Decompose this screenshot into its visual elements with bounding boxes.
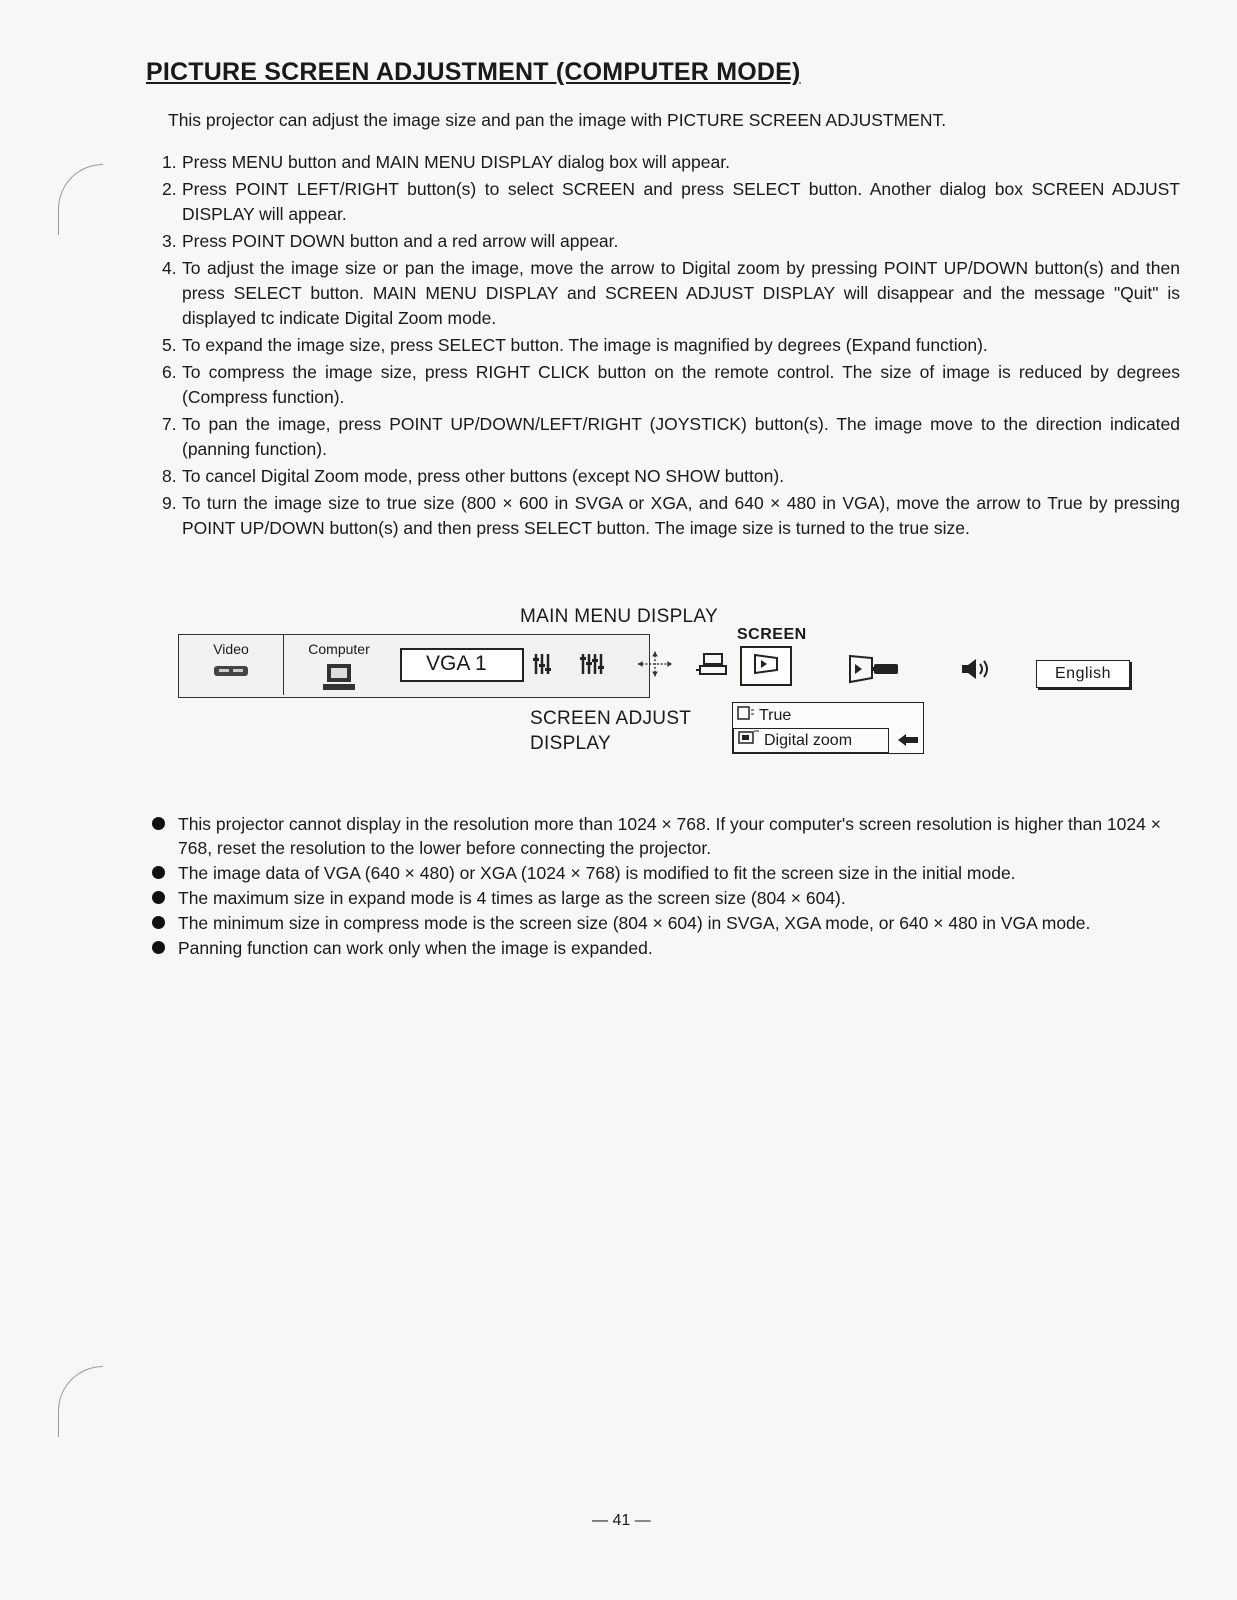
main-menu-caption: MAIN MENU DISPLAY — [520, 606, 718, 627]
binder-hole-bottom — [58, 1366, 103, 1437]
language-select[interactable]: English — [1036, 660, 1130, 688]
screen-adjust-menu — [732, 702, 924, 754]
bullet-icon — [152, 891, 165, 904]
note-item: The minimum size in compress mode is the screen size (804 × 604) in SVGA, XGA mode, or 640 × 480 in VGA mode. — [152, 911, 1162, 935]
screen-menu-label: SCREEN — [737, 626, 807, 643]
menu-item-true-label: True — [759, 707, 792, 724]
tab-video[interactable] — [179, 635, 284, 695]
position-adjust-icon[interactable] — [636, 648, 674, 680]
bullet-icon — [152, 817, 165, 830]
menu-item-true[interactable] — [737, 704, 791, 727]
step-item: 7. To pan the image, press POINT UP/DOWN/LEFT/RIGHT (JOYSTICK) button(s). The image move to the direction indicated (panning function). — [162, 414, 1180, 459]
page-number: — 41 — — [592, 1512, 651, 1529]
screen-adjust-caption-line1: SCREEN ADJUST — [530, 708, 692, 729]
step-item: 3. Press POINT DOWN button and a red arrow will appear. — [162, 231, 619, 251]
screen-adjust-caption-line2: DISPLAY — [530, 733, 611, 754]
intro-paragraph: This projector can adjust the image size and pan the image with PICTURE SCREEN ADJUSTMENT. — [168, 110, 947, 130]
screen-adjust-caption — [530, 706, 691, 756]
selection-arrow-icon — [897, 731, 919, 752]
vcr-icon — [212, 663, 250, 684]
note-item: The maximum size in expand mode is 4 times as large as the screen size (804 × 604). — [152, 886, 1162, 910]
menu-item-digital-zoom-label: Digital zoom — [764, 732, 853, 749]
screen-menu-button[interactable] — [740, 646, 792, 686]
bullet-icon — [152, 866, 165, 879]
note-item: The image data of VGA (640 × 480) or XGA (1024 × 768) is modified to fit the screen size in the initial mode. — [152, 861, 1162, 885]
step-item: 8. To cancel Digital Zoom mode, press other buttons (except NO SHOW button). — [162, 466, 785, 486]
speaker-icon[interactable] — [960, 656, 996, 687]
notes-list — [152, 812, 1162, 961]
note-item: This projector cannot display in the resolution more than 1024 × 768. If your computer's screen resolution is higher than 1024 × 768, reset the resolution to the lower before connecting the projector. — [152, 812, 1162, 860]
pc-adjust-icon[interactable] — [694, 648, 732, 680]
brightness-adjust-icon[interactable] — [528, 648, 566, 680]
page-title: PICTURE SCREEN ADJUSTMENT (COMPUTER MODE) — [146, 58, 801, 86]
steps-list — [162, 150, 1180, 543]
step-item: 2. Press POINT LEFT/RIGHT button(s) to select SCREEN and press SELECT button. Another dialog box SCREEN ADJUST DISPLAY will appear. — [162, 179, 1180, 224]
step-item: 4. To adjust the image size or pan the image, move the arrow to Digital zoom by pressing POINT UP/DOWN button(s) and then press SELECT button. MAIN MENU DISPLAY and SCREEN ADJUST DISPLAY will disappear and the message "Quit" is displayed tc indicate Digital Zoom mode. — [162, 258, 1180, 328]
step-item: 6. To compress the image size, press RIGHT CLICK button on the remote control. The size of image is reduced by degrees (Compress function). — [162, 362, 1180, 407]
projector-setting-icon[interactable] — [846, 652, 902, 691]
picture-adjust-icon[interactable] — [576, 648, 614, 680]
menu-item-digital-zoom[interactable] — [733, 728, 889, 753]
step-item: 5. To expand the image size, press SELECT button. The image is magnified by degrees (Expand function). — [162, 335, 988, 355]
input-mode-value: VGA 1 — [426, 652, 487, 675]
binder-hole-top — [58, 164, 103, 235]
tab-computer[interactable] — [285, 635, 393, 695]
step-item: 1. Press MENU button and MAIN MENU DISPLAY dialog box will appear. — [162, 152, 730, 172]
tab-video-label: Video — [213, 641, 249, 657]
screen-icon — [751, 652, 781, 681]
true-size-icon — [737, 704, 755, 727]
tab-computer-label: Computer — [308, 641, 370, 657]
step-item: 9. To turn the image size to true size (800 × 600 in SVGA or XGA, and 640 × 480 in VGA), move the arrow to True by pressing POINT UP/DOWN button(s) and then press SELECT button. The image size is turned to the true size. — [162, 493, 1180, 538]
note-item: Panning function can work only when the image is expanded. — [152, 936, 1162, 960]
bullet-icon — [152, 916, 165, 929]
bullet-icon — [152, 941, 165, 954]
input-mode-select[interactable] — [400, 648, 524, 682]
computer-icon — [321, 663, 357, 696]
digital-zoom-icon — [738, 729, 760, 752]
